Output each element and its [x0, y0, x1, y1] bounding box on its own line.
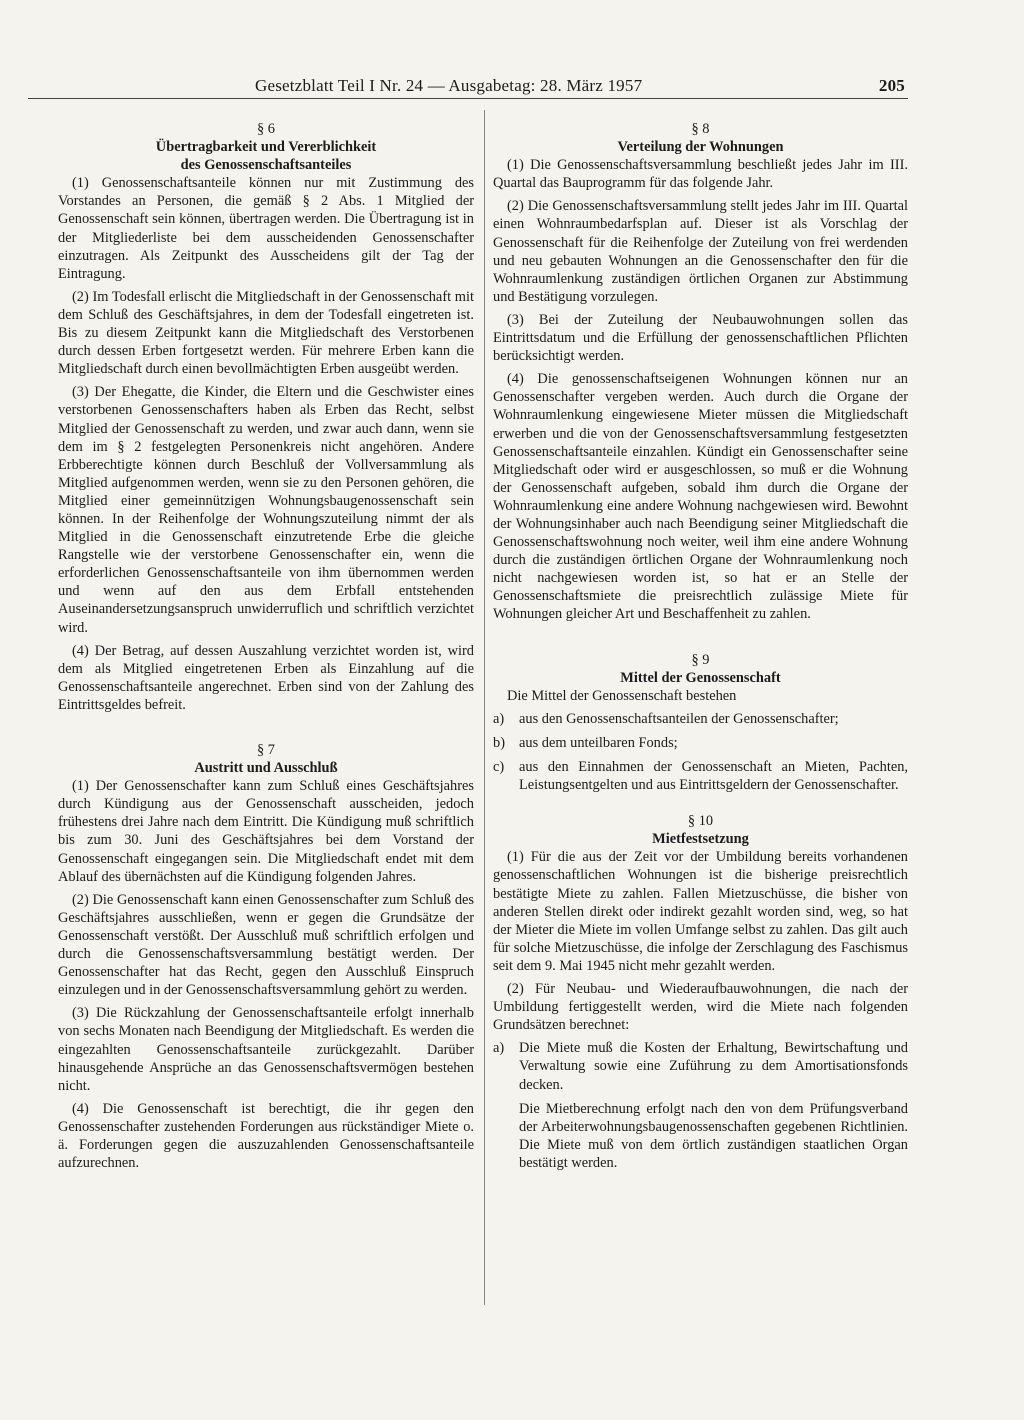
paragraph: (3) Bei der Zuteilung der Neubauwohnungen sollen das Eintrittsdatum und die Erfüllung der genossenschaftlichen Pflichten berücksichtigt werden.	[493, 311, 908, 365]
section-number: § 9	[691, 651, 710, 668]
list-item-text: Die Miete muß die Kosten der Erhaltung, Bewirtschaftung und Verwaltung sowie eine Zuführung zu dem Amortisationsfonds decken.	[519, 1040, 908, 1093]
section-number: § 8	[691, 121, 710, 137]
funds-list	[493, 710, 908, 794]
list-item-text: aus den Einnahmen der Genossenschaft an Mieten, Pachten, Leistungsentgelten und aus Eintrittsgeldern der Genossenschafter.	[519, 759, 908, 794]
list-item-label: a)	[493, 1040, 505, 1057]
paragraph: (3) Der Ehegatte, die Kinder, die Eltern und die Geschwister eines verstorbenen Genossenschafters haben als Erben das Recht, selbst Mitglied der Genossenschaft zu werden, und zwar auch dann, wenn sie dem im § 2 festgelegten Personenkreis nicht angehören. Andere Erbberechtigte können durch Beschluß der Vollversammlung als Mitglied aufgenommen werden, wenn sie zu den Personen gehören, die Mitglied einer gemeinnützigen Wohnungsbaugenossenschaft sein können. In der Reihenfolge der Wohnungszuteilung nimmt der als Mitglied in die Genossenschaft einzutretende Erbe die gleiche Rangstelle wie der verstorbene Genossenschafter ein, wenn die erforderlichen Genossenschaftsanteile von ihm übernommen werden und wenn auf den aus dem Erbfall entstehenden Auseinandersetzungsanspruch unwiderruflich und schriftlich verzichtet wird.	[58, 384, 474, 636]
list-item-label: a)	[493, 710, 505, 727]
list-item-label: b)	[493, 734, 505, 751]
page-number: 205	[878, 76, 905, 95]
right-column	[493, 120, 908, 1177]
section-title: Übertragbarkeit und Vererblichkeit	[155, 139, 377, 156]
paragraph: (4) Der Betrag, auf dessen Auszahlung verzichtet worden ist, wird dem als Mitglied eingetretenen Erben als Einzahlung auf die Genossenschaftsanteile angerechnet. Erben sind von der Zahlung des Eintrittsgeldes befreit.	[58, 642, 474, 713]
paragraph: (2) Im Todesfall erlischt die Mitgliedschaft in der Genossenschaft mit dem Schluß des Geschäftsjahres, in dem der Todesfall eingetreten ist. Bis zu diesem Zeitpunkt kann die Mitgliedschaft des Verstorbenen durch dessen Erben fortgesetzt werden. Für mehrere Erben kann die Mitgliedschaft durch einen bevollmächtigten Erben ausgeübt werden.	[58, 288, 474, 378]
paragraph: (1) Der Genossenschafter kann zum Schluß eines Geschäftsjahres durch Kündigung aus der Genossenschaft ausscheiden, jedoch frühestens drei Jahre nach dem Eintritt. Die Kündigung muß schriftlich bis zum 30. Juni des Geschäftsjahres bei dem Vorstand der Genossenschaft eingegangen sein. Die Mitgliedschaft endet mit dem Ablauf des übernächsten auf die Kündigung folgenden Jahres.	[58, 778, 474, 885]
paragraph: Die Mietberechnung erfolgt nach den von dem Prüfungsverband der Arbeiterwohnungsbaugenossenschaften gegebenen Richtlinien. Die Miete muß von dem örtlich zuständigen staatlichen Organ bestätigt werden.	[519, 1100, 908, 1171]
paragraph: (4) Die Genossenschaft ist berechtigt, die ihr gegen den Genossenschafter zustehenden Forderungen aus rückständiger Miete o. ä. Forderungen gegen die auszuzahlenden Genossenschaftsanteile aufzurechnen.	[58, 1100, 474, 1172]
list-item	[493, 734, 908, 752]
left-column	[58, 120, 474, 1177]
list-item	[493, 758, 908, 794]
section-number: § 10	[687, 813, 714, 830]
paragraph: (2) Die Genossenschaftsversammlung stellt jedes Jahr im III. Quartal einen Wohnraumbedarfsplan auf. Dieser ist als Vorschlag der Genossenschaft für die Reihenfolge der Zuteilung von frei werdenden und neu gebauten Wohnungen an die Genossenschafter den für die Wohnraumlenkung zuständigen örtlichen Organen zur Abstimmung und Bestätigung vorzulegen.	[493, 198, 908, 305]
section-title: Austritt und Ausschluß	[194, 760, 338, 777]
list-item	[493, 710, 908, 728]
section-title: Mittel der Genossenschaft	[620, 669, 781, 686]
paragraph: (3) Die Rückzahlung der Genossenschaftsanteile erfolgt innerhalb von sechs Monaten nach Beendigung der Mitgliedschaft. Es werden die eingezahlten Genossenschaftsanteile zurückgezahlt. Darüber hinausgehende Ansprüche an das Genossenschaftsvermögen bestehen nicht.	[58, 1005, 474, 1094]
list-item-text: aus den Genossenschaftsanteilen der Genossenschafter;	[519, 710, 839, 727]
column-divider	[484, 110, 485, 1305]
list-item-label: c)	[493, 759, 505, 775]
section-title: Verteilung der Wohnungen	[617, 139, 784, 156]
section-number: § 6	[257, 121, 275, 137]
header-rule	[28, 98, 908, 99]
running-title: Gesetzblatt Teil I Nr. 24 — Ausgabetag: 28. März 1957	[255, 76, 643, 95]
paragraph: (2) Die Genossenschaft kann einen Genossenschafter zum Schluß des Geschäftsjahres ausschließen, wenn er gegen die Grundsätze der Genossenschaft verstößt. Der Ausschluß muß schriftlich erfolgen und durch die Genossenschaftsversammlung bestätigt werden. Der Genossenschafter hat das Recht, gegen den Ausschluß Einspruch einzulegen und in der Genossenschaftsversammlung gehört zu werden.	[58, 891, 474, 999]
list-item-text: aus dem unteilbaren Fonds;	[519, 734, 678, 751]
paragraph: Die Mittel der Genossenschaft bestehen	[507, 687, 737, 704]
rent-principles-list	[493, 1039, 908, 1093]
paragraph: (1) Für die aus der Zeit vor der Umbildung bereits vorhandenen genossenschaftlichen Wohnungen ist die bisherige preisrechtlich bestätigte Miete zu zahlen. Fallen Mietzuschüsse, die bisher von anderen Stellen direkt oder indirekt gezahlt worden sind, weg, so hat der Mieter die Miete im vollen Umfange selbst zu zahlen. Das gilt auch für solche Mietzuschüsse, die infolge der Zerschlagung des Faschismus seit dem 9. Mai 1945 nicht mehr gezahlt werden.	[493, 849, 908, 974]
paragraph: (1) Genossenschaftsanteile können nur mit Zustimmung des Vorstandes an Personen, die gemäß § 2 Abs. 1 Mitglied der Genossenschaft sein können, übertragen werden. Die Übertragung ist in der Mitgliederliste bei dem ausscheidenden Genossenschafter einzutragen. Als Zeitpunkt des Ausscheidens gilt der Tag der Eintragung.	[58, 175, 474, 282]
paragraph: (4) Die genossenschaftseigenen Wohnungen können nur an Genossenschafter vergeben werden. Auch durch die Organe der Wohnraumlenkung eingewiesene Mieter müssen die Mitgliedschaft erwerben und die von der Genossenschaftsversammlung festgesetzten Genossenschaftsanteile einzahlen. Kündigt ein Genossenschafter seine Mitgliedschaft oder wird er ausgeschlossen, so muß er die Wohnung der Genossenschaft aufgeben, sobald ihm durch die Organe der Wohnraumlenkung eine andere Wohnung nachgewiesen wird. Bewohnt der Wohnungsinhaber auch nach Beendigung seiner Mitgliedschaft die Genossenschaftswohnung noch weiter, weil ihm eine andere Wohnung durch die zuständigen örtlichen Organe der Wohnraumlenkung noch nicht nachgewiesen worden ist, so hat er an Stelle der Genossenschaftsmiete die preisrechtlich zulässige Miete für Wohnungen gleicher Art und Beschaffenheit zu zahlen.	[493, 371, 908, 623]
section-title: des Genossenschaftsanteiles	[180, 157, 352, 174]
section-title: Mietfestsetzung	[652, 831, 749, 848]
paragraph: (1) Die Genossenschaftsversammlung beschließt jedes Jahr im III. Quartal das Bauprogramm für das folgende Jahr.	[493, 157, 908, 192]
list-item	[493, 1039, 908, 1093]
section-number: § 7	[257, 742, 275, 758]
paragraph: (2) Für Neubau- und Wiederaufbauwohnungen, die nach der Umbildung fertiggestellt werden, wird die Miete nach folgenden Grundsätzen berechnet:	[493, 981, 908, 1034]
